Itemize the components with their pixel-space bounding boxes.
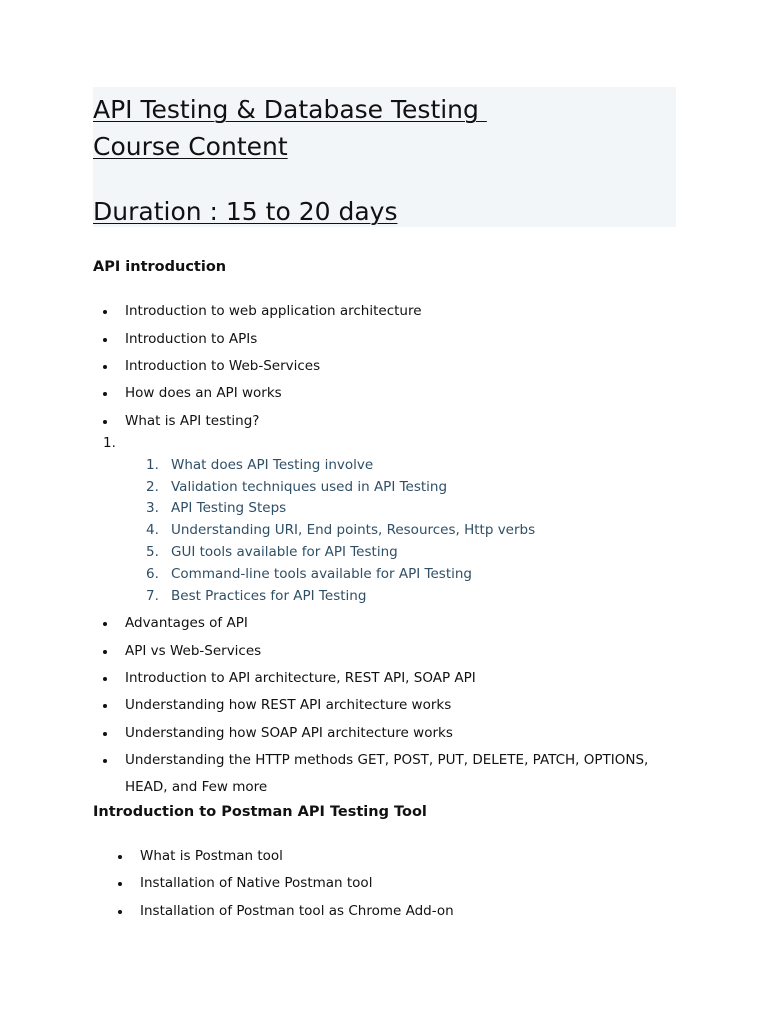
list-item: How does an API works — [125, 383, 282, 403]
bullet-icon — [103, 704, 107, 708]
document-title: API Testing & Database Testing — [93, 95, 487, 124]
section-heading-postman: Introduction to Postman API Testing Tool — [93, 804, 427, 820]
sub-list-item: 7. Best Practices for API Testing — [146, 588, 367, 604]
list-item: Understanding the HTTP methods GET, POST, PUT, DELETE, PATCH, OPTIONS, — [125, 750, 648, 770]
list-item: API vs Web-Services — [125, 641, 261, 661]
document-title-line-2: Course Content — [93, 132, 288, 161]
bullet-icon — [103, 622, 107, 626]
list-item-continuation: HEAD, and Few more — [125, 779, 268, 795]
bullet-icon — [118, 855, 122, 859]
bullet-icon — [103, 392, 107, 396]
bullet-icon — [103, 677, 107, 681]
bullet-icon — [103, 759, 107, 763]
list-item: What is API testing? — [125, 411, 259, 431]
duration-text: Duration : 15 to 20 days — [93, 197, 398, 226]
sub-list-item: 6. Command-line tools available for API Testing — [146, 566, 472, 582]
list-item: What is Postman tool — [140, 846, 283, 866]
list-item: Installation of Native Postman tool — [140, 873, 372, 893]
sub-list-item: 1. What does API Testing involve — [146, 457, 374, 473]
list-item: Installation of Postman tool as Chrome Add-on — [140, 901, 454, 921]
list-item: Introduction to API architecture, REST API, SOAP API — [125, 668, 476, 688]
bullet-icon — [103, 650, 107, 654]
sub-list-item: 2. Validation techniques used in API Testing — [146, 479, 448, 495]
list-item: Understanding how SOAP API architecture works — [125, 723, 453, 743]
bullet-icon — [103, 365, 107, 369]
section-heading-api-introduction: API introduction — [93, 259, 227, 275]
list-item: Introduction to web application architecture — [125, 301, 422, 321]
outer-number-marker: 1. — [103, 435, 116, 451]
bullet-icon — [118, 882, 122, 886]
list-item: Advantages of API — [125, 613, 248, 633]
list-item: Introduction to Web-Services — [125, 356, 320, 376]
bullet-icon — [103, 310, 107, 314]
bullet-icon — [103, 420, 107, 424]
bullet-icon — [103, 732, 107, 736]
sub-list-item: 3. API Testing Steps — [146, 500, 287, 516]
bullet-icon — [118, 910, 122, 914]
list-item: Introduction to APIs — [125, 329, 257, 349]
sub-list-item: 5. GUI tools available for API Testing — [146, 544, 398, 560]
sub-list-item: 4. Understanding URI, End points, Resources, Http verbs — [146, 522, 536, 538]
bullet-icon — [103, 338, 107, 342]
list-item: Understanding how REST API architecture works — [125, 695, 451, 715]
